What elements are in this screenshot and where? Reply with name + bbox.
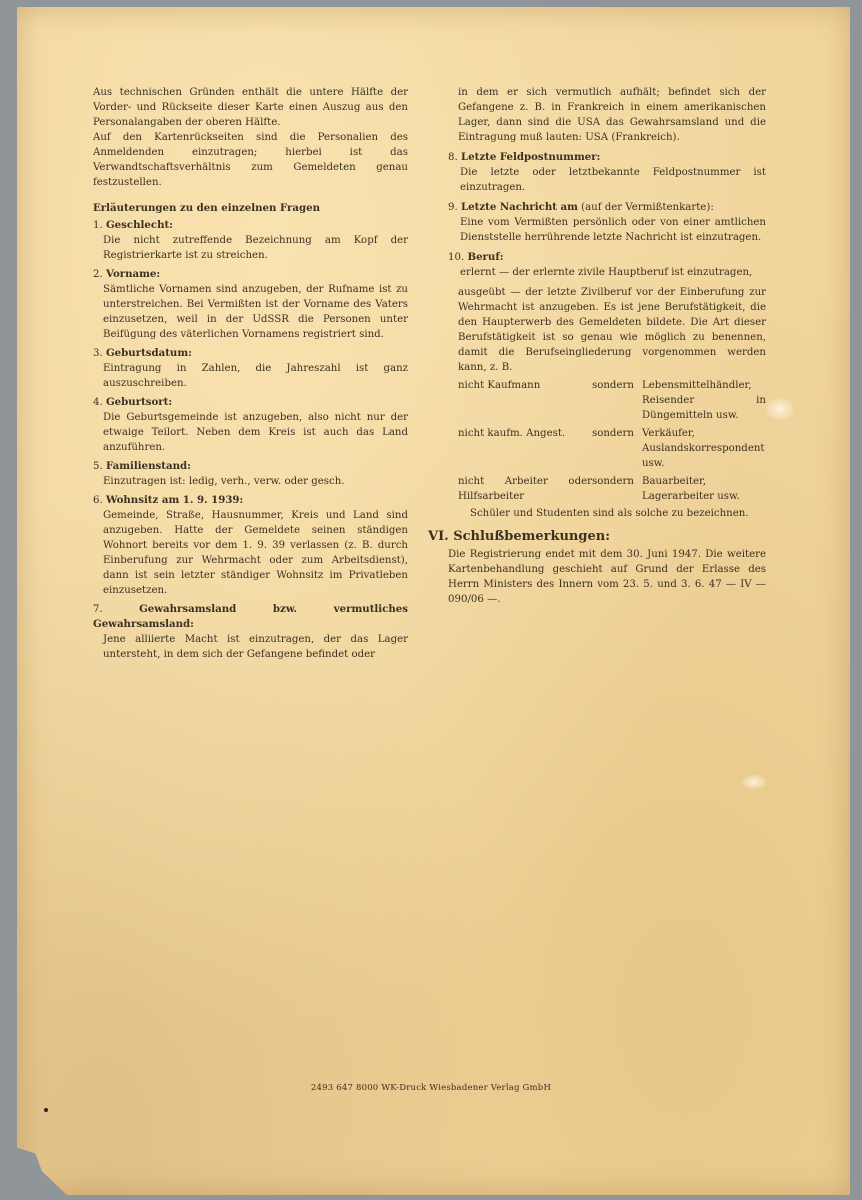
explanations-heading: Erläuterungen zu den einzelnen Fragen [93, 202, 321, 214]
ink-speck [44, 1108, 48, 1112]
question-item [428, 200, 766, 245]
continuation-paragraph: in dem er sich vermutlich aufhält; befindet sich der Gefangene z. B. in Frankreich in einem amerikanischen Lager, dann sind die USA das Gewahrsamsland und die Eintragung muß lauten: USA (Frankreich). [458, 87, 766, 143]
students-note: Schüler und Studenten sind als solche zu bezeichnen. [470, 508, 749, 519]
question-title: Vorname: [105, 268, 161, 280]
question-item [93, 395, 408, 455]
example-not: nicht Kaufmann [458, 380, 541, 391]
question-item [428, 250, 766, 280]
question-text: Die nicht zutreffende Bezeichnung am Kopf der Registrierkarte ist zu streichen. [103, 235, 408, 261]
example-row [428, 474, 766, 504]
example-sondern: sondern [592, 428, 634, 439]
question-item [93, 493, 408, 598]
example-instead: Verkäufer, Auslandskorrespondent usw. [642, 428, 765, 469]
question-title: Wohnsitz am 1. 9. 1939: [105, 494, 244, 506]
example-sondern: sondern [592, 380, 634, 391]
question-item [93, 346, 408, 391]
question-number: 8. [448, 152, 458, 163]
question-title: Beruf: [467, 251, 504, 263]
paper-tear-mark [742, 775, 766, 789]
example-not: nicht Arbeiter oder Hilfsarbeiter [458, 476, 592, 502]
question-item [93, 459, 408, 489]
question-text: Die letzte oder letztbekannte Feldpostnummer ist einzutragen. [460, 167, 766, 193]
question-number: 10. [448, 252, 465, 263]
question-number: 2. [93, 269, 103, 280]
section-text: Die Registrierung endet mit dem 30. Juni 1947. Die weitere Kartenbehandlung geschieht auf Grund der Erlasse des Herrn Ministers des Innern vom 23. 5. und 3. 6. 47 — IV — 090/06 —. [448, 549, 766, 605]
question-title: Geburtsort: [105, 396, 173, 408]
question-text: Jene alliierte Macht ist einzutragen, der das Lager untersteht, in dem sich der Gefangene befindet oder [103, 634, 408, 660]
question-text: Einzutragen ist: ledig, verh., verw. oder gesch. [103, 476, 345, 487]
section-heading: VI. Schlußbemerkungen: [428, 529, 610, 544]
question-number: 1. [93, 220, 103, 231]
question-title: Familienstand: [105, 460, 191, 472]
example-instead: Lebensmittelhändler, Reisender in Düngemitteln usw. [642, 380, 766, 421]
paper-tear-mark [766, 398, 794, 420]
question-item [93, 267, 408, 342]
example-row [428, 426, 766, 471]
printer-imprint: 2493 647 8000 WK-Druck Wiesbadener Verlag GmbH [310, 1083, 552, 1093]
question-title: Letzte Nachricht am [460, 201, 578, 213]
question-title: Geburtsdatum: [105, 347, 192, 359]
question-number: 6. [93, 495, 103, 506]
question-number: 5. [93, 461, 103, 472]
question-text: Eine vom Vermißten persönlich oder von einer amtlichen Dienststelle herrührende letzte Nachricht ist einzutragen. [460, 217, 766, 243]
question-title: Geschlecht: [105, 219, 173, 231]
question-item [93, 218, 408, 263]
right-column [428, 85, 766, 607]
question-number: 3. [93, 348, 103, 359]
example-not: nicht kaufm. Angest. [458, 428, 566, 439]
question-item [93, 602, 408, 662]
example-row [428, 378, 766, 423]
question-item [428, 150, 766, 195]
question-text: Sämtliche Vornamen sind anzugeben, der Rufname ist zu unterstreichen. Bei Vermißten ist der Vorname des Vaters einzusetzen, weil in der UdSSR die Personen unter Beifügung des väterlichen Vornamens registriert sind. [103, 284, 408, 340]
question-number: 7. [93, 604, 103, 615]
question-text: Die Geburtsgemeinde ist anzugeben, also nicht nur der etwaige Teilort. Neben dem Kreis ist auch das Land anzuführen. [103, 412, 408, 453]
question-number: 9. [448, 202, 458, 213]
question-title: Gewahrsamsland bzw. vermutliches Gewahrsamsland: [93, 603, 408, 630]
example-instead: Bauarbeiter, Lagerarbeiter usw. [642, 476, 740, 502]
example-sondern: sondern [592, 476, 634, 487]
beruf-ausgeuebt-paragraph: ausgeübt — der letzte Zivilberuf vor der Einberufung zur Wehrmacht ist anzugeben. Es ist jene Berufstätigkeit, die den Haupterwerb des Gemeldeten bildete. Die Art dieser Berufstätigkeit ist so genau wie möglich zu benennen, damit die Berufseingliederung vorgenommen werden kann, z. B. [458, 287, 766, 373]
question-text: erlernt — der erlernte zivile Hauptberuf ist einzutragen, [460, 267, 753, 278]
question-text: Eintragung in Zahlen, die Jahreszahl ist ganz auszuschreiben. [103, 363, 408, 389]
intro-paragraph: Aus technischen Gründen enthält die untere Hälfte der Vorder- und Rückseite dieser Karte einen Auszug aus den Personalangaben der oberen Hälfte. [93, 87, 408, 128]
question-text: Gemeinde, Straße, Hausnummer, Kreis und Land sind anzugeben. Hatte der Gemeldete seinen ständigen Wohnort bereits vor dem 1. 9. 39 verlassen (z. B. durch Einberufung zur Wehrmacht oder zum Arbeitsdienst), dann ist sein letzter ständiger Wohnsitz im Privatleben einzusetzen. [103, 510, 408, 596]
left-column [93, 85, 408, 666]
intro-paragraph: Auf den Kartenrückseiten sind die Personalien des Anmeldenden einzutragen; hierbei ist das Verwandtschaftsverhältnis zum Gemeldeten genau festzustellen. [93, 132, 408, 188]
question-number: 4. [93, 397, 103, 408]
question-title: Letzte Feldpostnummer: [460, 151, 601, 163]
question-title-extra: (auf der Vermißtenkarte): [577, 202, 714, 213]
